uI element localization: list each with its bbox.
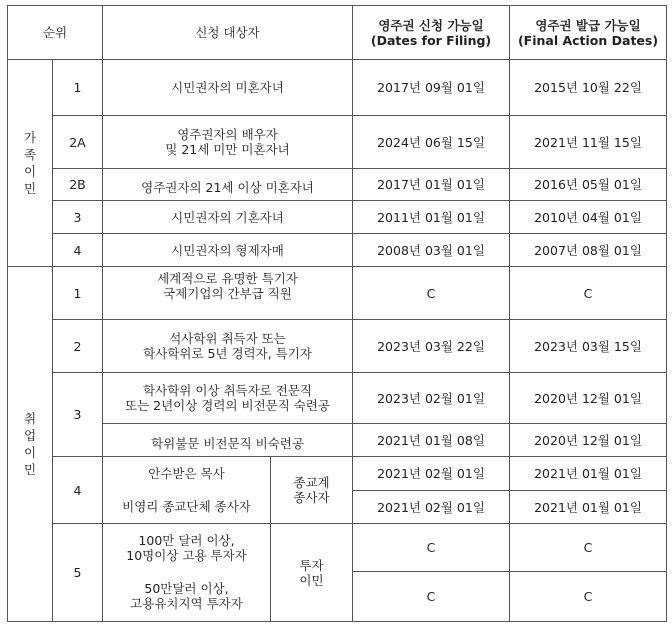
header-row (8, 6, 667, 60)
group-line: 이민 (299, 572, 324, 588)
table-row (8, 320, 667, 373)
applicant-cell (103, 267, 353, 320)
filing-date-cell: 2023년 03월 22일 (353, 320, 510, 373)
final-date-cell: C (510, 572, 667, 622)
applicant-line: 학사학위로 5년 경력자, 특기자 (143, 346, 312, 361)
filing-date-header (353, 6, 510, 60)
final-date-cell: 2020년 12월 01일 (510, 373, 667, 424)
applicant-line: 및 21세 미만 미혼자녀 (165, 142, 290, 157)
final-date-cell: 2015년 10월 22일 (510, 60, 667, 116)
group-char: 이 (23, 445, 37, 460)
final-header-en: (Final Action Dates) (517, 32, 659, 48)
group-char: 민 (23, 181, 37, 196)
applicant-line: 국제기업의 간부급 직원 (163, 286, 292, 301)
final-date-cell: 2021년 01월 01일 (510, 457, 667, 491)
group-line: 투자 (299, 557, 324, 573)
visa-bulletin-table (7, 5, 667, 622)
group-char: 이 (23, 164, 37, 179)
filing-date-cell: 2023년 02월 01일 (353, 373, 510, 424)
rank-cell: 3 (53, 201, 103, 234)
rank-cell: 1 (53, 60, 103, 116)
rank-cell: 2A (53, 116, 103, 169)
final-date-cell: 2016년 05월 01일 (510, 169, 667, 201)
applicant-line: 영주권자의 21세 이상 미혼자녀 (141, 180, 314, 195)
filing-date-cell: C (353, 267, 510, 320)
table-row (8, 169, 667, 201)
applicant-line: 50만달러 이상, (144, 581, 229, 597)
applicant-line: 영주권자의 배우자 (177, 127, 278, 142)
applicant-line: 석사학위 취득자 또는 (169, 331, 286, 346)
applicant-cell (103, 320, 353, 373)
rank-cell: 2 (53, 320, 103, 373)
group-char: 업 (23, 428, 37, 443)
applicant-line: 100만 달러 이상, (138, 532, 235, 548)
group-char: 민 (23, 462, 37, 477)
filing-header-en: (Dates for Filing) (370, 32, 492, 48)
applicant-line: 고용유치지역 투자자 (130, 596, 243, 612)
filing-date-cell: 2011년 01월 01일 (353, 201, 510, 234)
rank-cell: 1 (53, 267, 103, 320)
table-row (8, 524, 667, 572)
applicant-cell (103, 60, 353, 116)
applicant-header: 신청 대상자 (103, 6, 353, 60)
filing-date-cell: 2024년 06월 15일 (353, 116, 510, 169)
applicant-line: 시민권자의 형제자매 (171, 242, 284, 258)
group-line: 종교계 (293, 475, 330, 490)
filing-date-cell: 2017년 09월 01일 (353, 60, 510, 116)
filing-date-cell: 2021년 02월 01일 (353, 457, 510, 491)
applicant-cell (103, 572, 271, 622)
applicant-line: 학위불문 비전문직 비숙련공 (151, 436, 304, 451)
rank-cell: 2B (53, 169, 103, 201)
rank-header: 순위 (8, 6, 103, 60)
family-group-label (8, 60, 53, 267)
filing-date-cell: 2021년 02월 01일 (353, 491, 510, 524)
filing-date-cell: C (353, 524, 510, 572)
group-char: 족 (23, 147, 37, 162)
rank-cell: 4 (53, 457, 103, 524)
rank-cell: 3 (53, 373, 103, 457)
applicant-cell (103, 201, 353, 234)
rank-cell: 5 (53, 524, 103, 622)
final-date-cell: 2021년 11월 15일 (510, 116, 667, 169)
filing-date-cell: 2008년 03월 01일 (353, 234, 510, 267)
final-date-cell: C (510, 524, 667, 572)
filing-date-cell: 2021년 01월 08일 (353, 424, 510, 457)
table-row (8, 267, 667, 320)
applicant-line: 또는 2년이상 경력의 비전문직 숙련공 (125, 398, 330, 413)
filing-date-cell: 2017년 01월 01일 (353, 169, 510, 201)
table-row (8, 234, 667, 267)
table-row (8, 424, 667, 457)
applicant-line: 시민권자의 기혼자녀 (171, 209, 284, 225)
applicant-cell: 안수받은 목사 (103, 457, 271, 491)
applicant-line: 10명이상 고용 투자자 (126, 547, 247, 563)
applicant-cell (103, 169, 353, 201)
table-row (8, 116, 667, 169)
final-date-header (510, 6, 667, 60)
applicant-cell (103, 373, 353, 424)
group-line: 종사자 (293, 490, 330, 505)
table-row (8, 457, 667, 491)
final-header-ko: 영주권 발급 가능일 (535, 17, 641, 33)
final-date-cell: C (510, 267, 667, 320)
religious-group-cell (271, 457, 353, 524)
employment-group-label (8, 267, 53, 622)
final-date-cell: 2007년 08월 01일 (510, 234, 667, 267)
filing-date-cell: C (353, 572, 510, 622)
rank-cell: 4 (53, 234, 103, 267)
applicant-line: 시민권자의 미혼자녀 (171, 80, 284, 95)
final-date-cell: 2023년 03월 15일 (510, 320, 667, 373)
applicant-line: 학사학위 이상 취득자로 전문직 (143, 383, 312, 398)
final-date-cell: 2020년 12월 01일 (510, 424, 667, 457)
table-row (8, 60, 667, 116)
applicant-cell (103, 524, 271, 572)
applicant-cell (103, 116, 353, 169)
applicant-line: 세계적으로 유명한 특기자 (157, 271, 298, 286)
table-row (8, 373, 667, 424)
group-char: 가 (23, 130, 37, 145)
table-row (8, 201, 667, 234)
applicant-cell: 비영리 종교단체 종사자 (103, 491, 271, 524)
investor-group-cell (271, 524, 353, 622)
filing-header-ko: 영주권 신청 가능일 (378, 17, 484, 33)
applicant-cell (103, 234, 353, 267)
group-char: 취 (23, 411, 37, 426)
final-date-cell: 2010년 04월 01일 (510, 201, 667, 234)
final-date-cell: 2021년 01월 01일 (510, 491, 667, 524)
applicant-cell (103, 424, 353, 457)
